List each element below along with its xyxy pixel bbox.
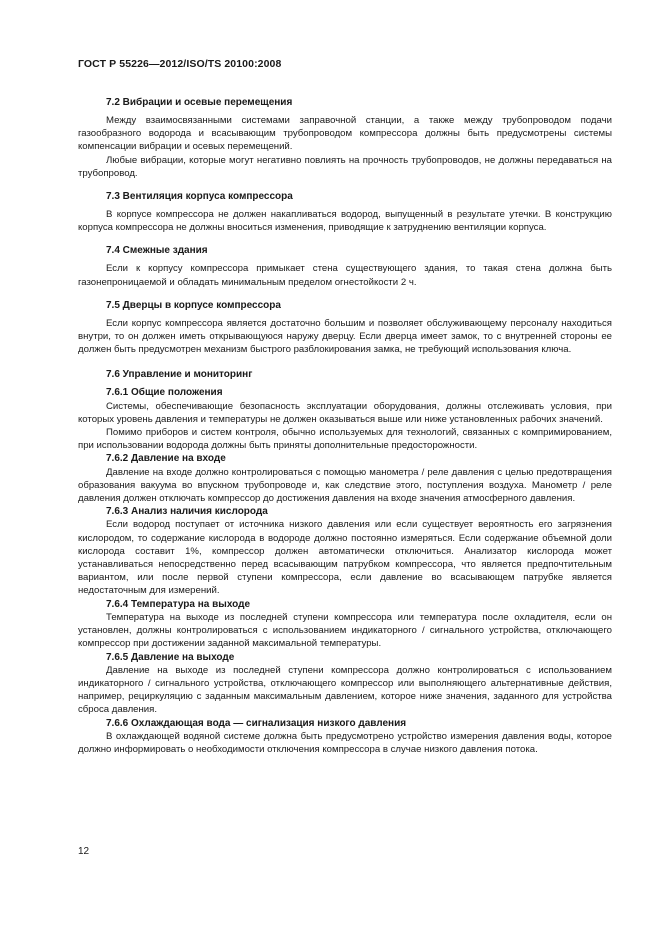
section-7-2-paragraph-2: Любые вибрации, которые могут негативно повлиять на прочность трубопроводов, не должны передаваться на трубопровод. [78,154,612,179]
section-7-6-4-title: 7.6.4 Температура на выходе [106,598,251,610]
section-7-4-title: 7.4 Смежные здания [106,245,208,257]
section-7-6-2-title: 7.6.2 Давление на входе [106,453,226,465]
section-7-5-title: 7.5 Дверцы в корпусе компрессора [106,299,281,311]
section-7-6-3-paragraph-1: Если водород поступает от источника низкого давления или если существует вероятность его загрязнения кислородом, то содержание кислорода в водороде должно постоянно измеряться. Если содержание объемной доли кислорода составит 1%, компрессор должен автоматически отключиться. Анализатор кислорода может устанавливаться непосредственно перед всасывающим патрубком компрессора, что является предпочтительным вариантом, или после первой ступени компрессора, если давление во всасывающем патрубке является недостаточным для измерений. [78,519,612,597]
section-7-6-3-title: 7.6.3 Анализ наличия кислорода [106,506,268,518]
section-7-6-6-paragraph-1: В охлаждающей водяной системе должна быть предусмотрено устройство измерения давления воды, которое должно информировать о необходимости отключения компрессора в случае низкого давления потока. [78,730,612,755]
page-number: 12 [78,846,90,857]
document-header: ГОСТ Р 55226—2012/ISO/TS 20100:2008 [78,58,282,70]
section-7-6-5-paragraph-1: Давление на выходе из последней ступени компрессора должно контролироваться с использованием индикаторного / сигнального устройства, отключающего компрессор или выполняющего альтернативные действия, например, рециркуляцию с заданным максимальным давлением, которое ниже значения, заданного для устройства сброса давления. [78,664,612,716]
section-7-6-5-title: 7.6.5 Давление на выходе [106,651,235,663]
section-7-6-1-title: 7.6.1 Общие положения [106,387,223,399]
section-7-4-paragraph-1: Если к корпусу компрессора примыкает стена существующего здания, то такая стена должна быть газонепроницаемой и обладать минимальным пределом огнестойкости 2 ч. [78,263,612,288]
section-7-2-title: 7.2 Вибрации и осевые перемещения [106,97,293,108]
section-7-2-paragraph-1: Между взаимосвязанными системами заправочной станции, а также между трубопроводом подачи газообразного водорода и всасывающим трубопроводом компрессора должны быть предусмотрены системы компенсации вибрации и осевых перемещений. [78,115,612,153]
section-7-6-1-paragraph-1: Системы, обеспечивающие безопасность эксплуатации оборудования, должны отслеживать условия, при которых уровень давления и температуры не должен оказываться выше или ниже установленных рабочих значений. [78,400,612,425]
section-7-6-2-paragraph-1: Давление на входе должно контролироваться с помощью манометра / реле давления с целью предотвращения образования вакуума во впускном трубопроводе и, как следствие этого, поступления воздуха. Манометр / реле давления должен отключать компрессор до достижения давления на входе значения атмосферного давления. [78,466,612,505]
section-7-3-paragraph-1: В корпусе компрессора не должен накапливаться водород, выпущенный в результате утечки. В конструкцию корпуса компрессора не должны вноситься изменения, приводящие к затруднению вентиляции корпуса. [78,209,612,234]
section-7-6-1-paragraph-2: Помимо приборов и систем контроля, обычно используемых для технологий, связанных с компримированием, при использовании водорода должны быть приняты дополнительные предосторожности. [78,427,612,452]
section-7-5-paragraph-1: Если корпус компрессора является достаточно большим и позволяет обслуживающему персоналу находиться внутри, то он должен иметь открывающуюся наружу дверцу. Если дверца имеет замок, то с внутренней стороны ее должен быть предусмотрен механизм быстрого разблокирования замка, не требующий использования ключа. [78,317,612,356]
section-7-6-6-title: 7.6.6 Охлаждающая вода — сигнализация низкого давления [106,717,407,729]
section-7-6-title: 7.6 Управление и мониторинг [106,369,253,381]
section-7-6-4-paragraph-1: Температура на выходе из последней ступени компрессора или температура после охладителя, если он установлен, должны контролироваться с использованием индикаторного / сигнального устройства, отключающего компрессор при достижении заданной максимальной температуры. [78,611,612,650]
section-7-3-title: 7.3 Вентиляция корпуса компрессора [106,191,293,203]
document-page [78,58,612,756]
